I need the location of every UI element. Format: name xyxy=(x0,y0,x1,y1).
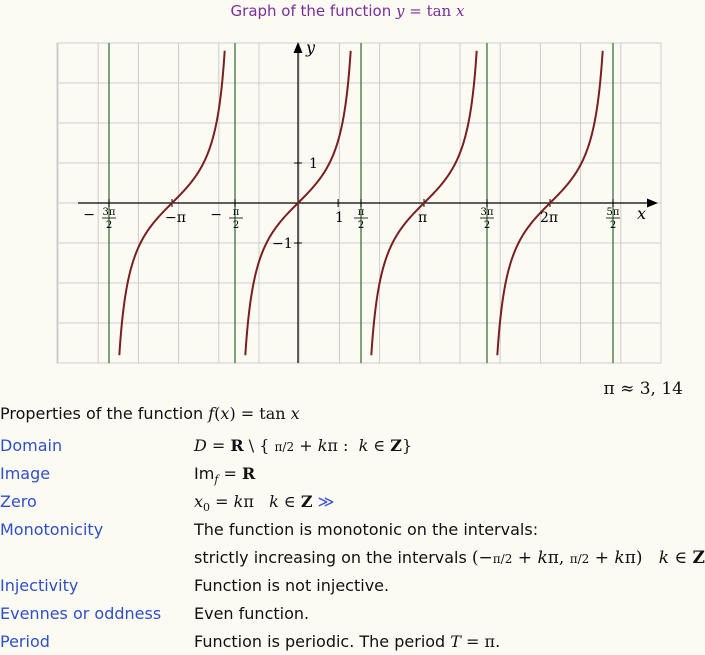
tick-label-y-1: 1 xyxy=(309,156,318,172)
y-axis-label: y xyxy=(306,38,316,57)
value-domain: D = R \ { π/2 + kπ : k ∈ Z} xyxy=(194,436,413,455)
label-monotonicity[interactable]: Monotonicity xyxy=(0,520,104,539)
numerator: π xyxy=(232,207,240,218)
tick-label-neg-3pi-2 xyxy=(83,207,116,231)
numerator: 5π xyxy=(606,207,620,218)
numerator: 3π xyxy=(102,207,116,218)
numerator: π xyxy=(357,207,365,218)
value-parity: Even function. xyxy=(194,604,310,623)
tick-label-2pi: 2π xyxy=(540,210,559,226)
graph-title-formula: y = tan x xyxy=(395,2,465,20)
label-image[interactable]: Image xyxy=(0,464,51,483)
label-injectivity[interactable]: Injectivity xyxy=(0,576,79,595)
minus-sign: − xyxy=(210,207,222,223)
x-axis-arrow xyxy=(647,199,658,208)
numerator: 3π xyxy=(480,207,494,218)
value-zero: $x_0 = k\pi$ k ∈ Z ≫ xyxy=(194,492,335,515)
graph-title-prefix: Graph of the function xyxy=(230,2,392,20)
denominator: 2 xyxy=(232,220,240,231)
tick-label-x-1: 1 xyxy=(335,210,344,226)
minus-sign: − xyxy=(83,207,95,223)
denominator: 2 xyxy=(105,220,113,231)
y-axis-arrow xyxy=(294,42,303,53)
denominator: 2 xyxy=(357,220,365,231)
value-image: $Im_f = R$ xyxy=(194,464,256,487)
label-zero[interactable]: Zero xyxy=(0,492,37,511)
pi-approximation: π ≈ 3, 14 xyxy=(603,379,683,399)
value-injectivity: Function is not injective. xyxy=(194,576,390,595)
properties-heading-formula: f(x) = tan x xyxy=(208,404,300,423)
tick-label-y-neg1: −1 xyxy=(272,236,293,252)
tick-label-pi: π xyxy=(418,210,428,226)
label-parity[interactable]: Evennes or oddness xyxy=(0,604,162,623)
more-link[interactable]: ≫ xyxy=(317,492,335,511)
tick-label-neg-pi-2 xyxy=(210,207,243,231)
value-period: Function is periodic. The period T = π. xyxy=(194,632,501,651)
axes xyxy=(78,42,658,363)
properties-heading xyxy=(0,404,300,423)
denominator: 2 xyxy=(609,220,617,231)
value-monotonicity: The function is monotonic on the intervals: xyxy=(194,520,539,539)
properties-heading-text: Properties of the function xyxy=(0,404,204,423)
label-period[interactable]: Period xyxy=(0,632,50,651)
tick-labels xyxy=(83,38,646,252)
x-axis-label: x xyxy=(637,204,647,223)
label-domain[interactable]: Domain xyxy=(0,436,63,455)
tick-label-neg-pi: −π xyxy=(165,210,186,226)
value-monotonicity-detail: strictly increasing on the intervals (−π/2 + kπ, π/2 + kπ) k ∈ Z xyxy=(194,548,705,568)
denominator: 2 xyxy=(483,220,491,231)
